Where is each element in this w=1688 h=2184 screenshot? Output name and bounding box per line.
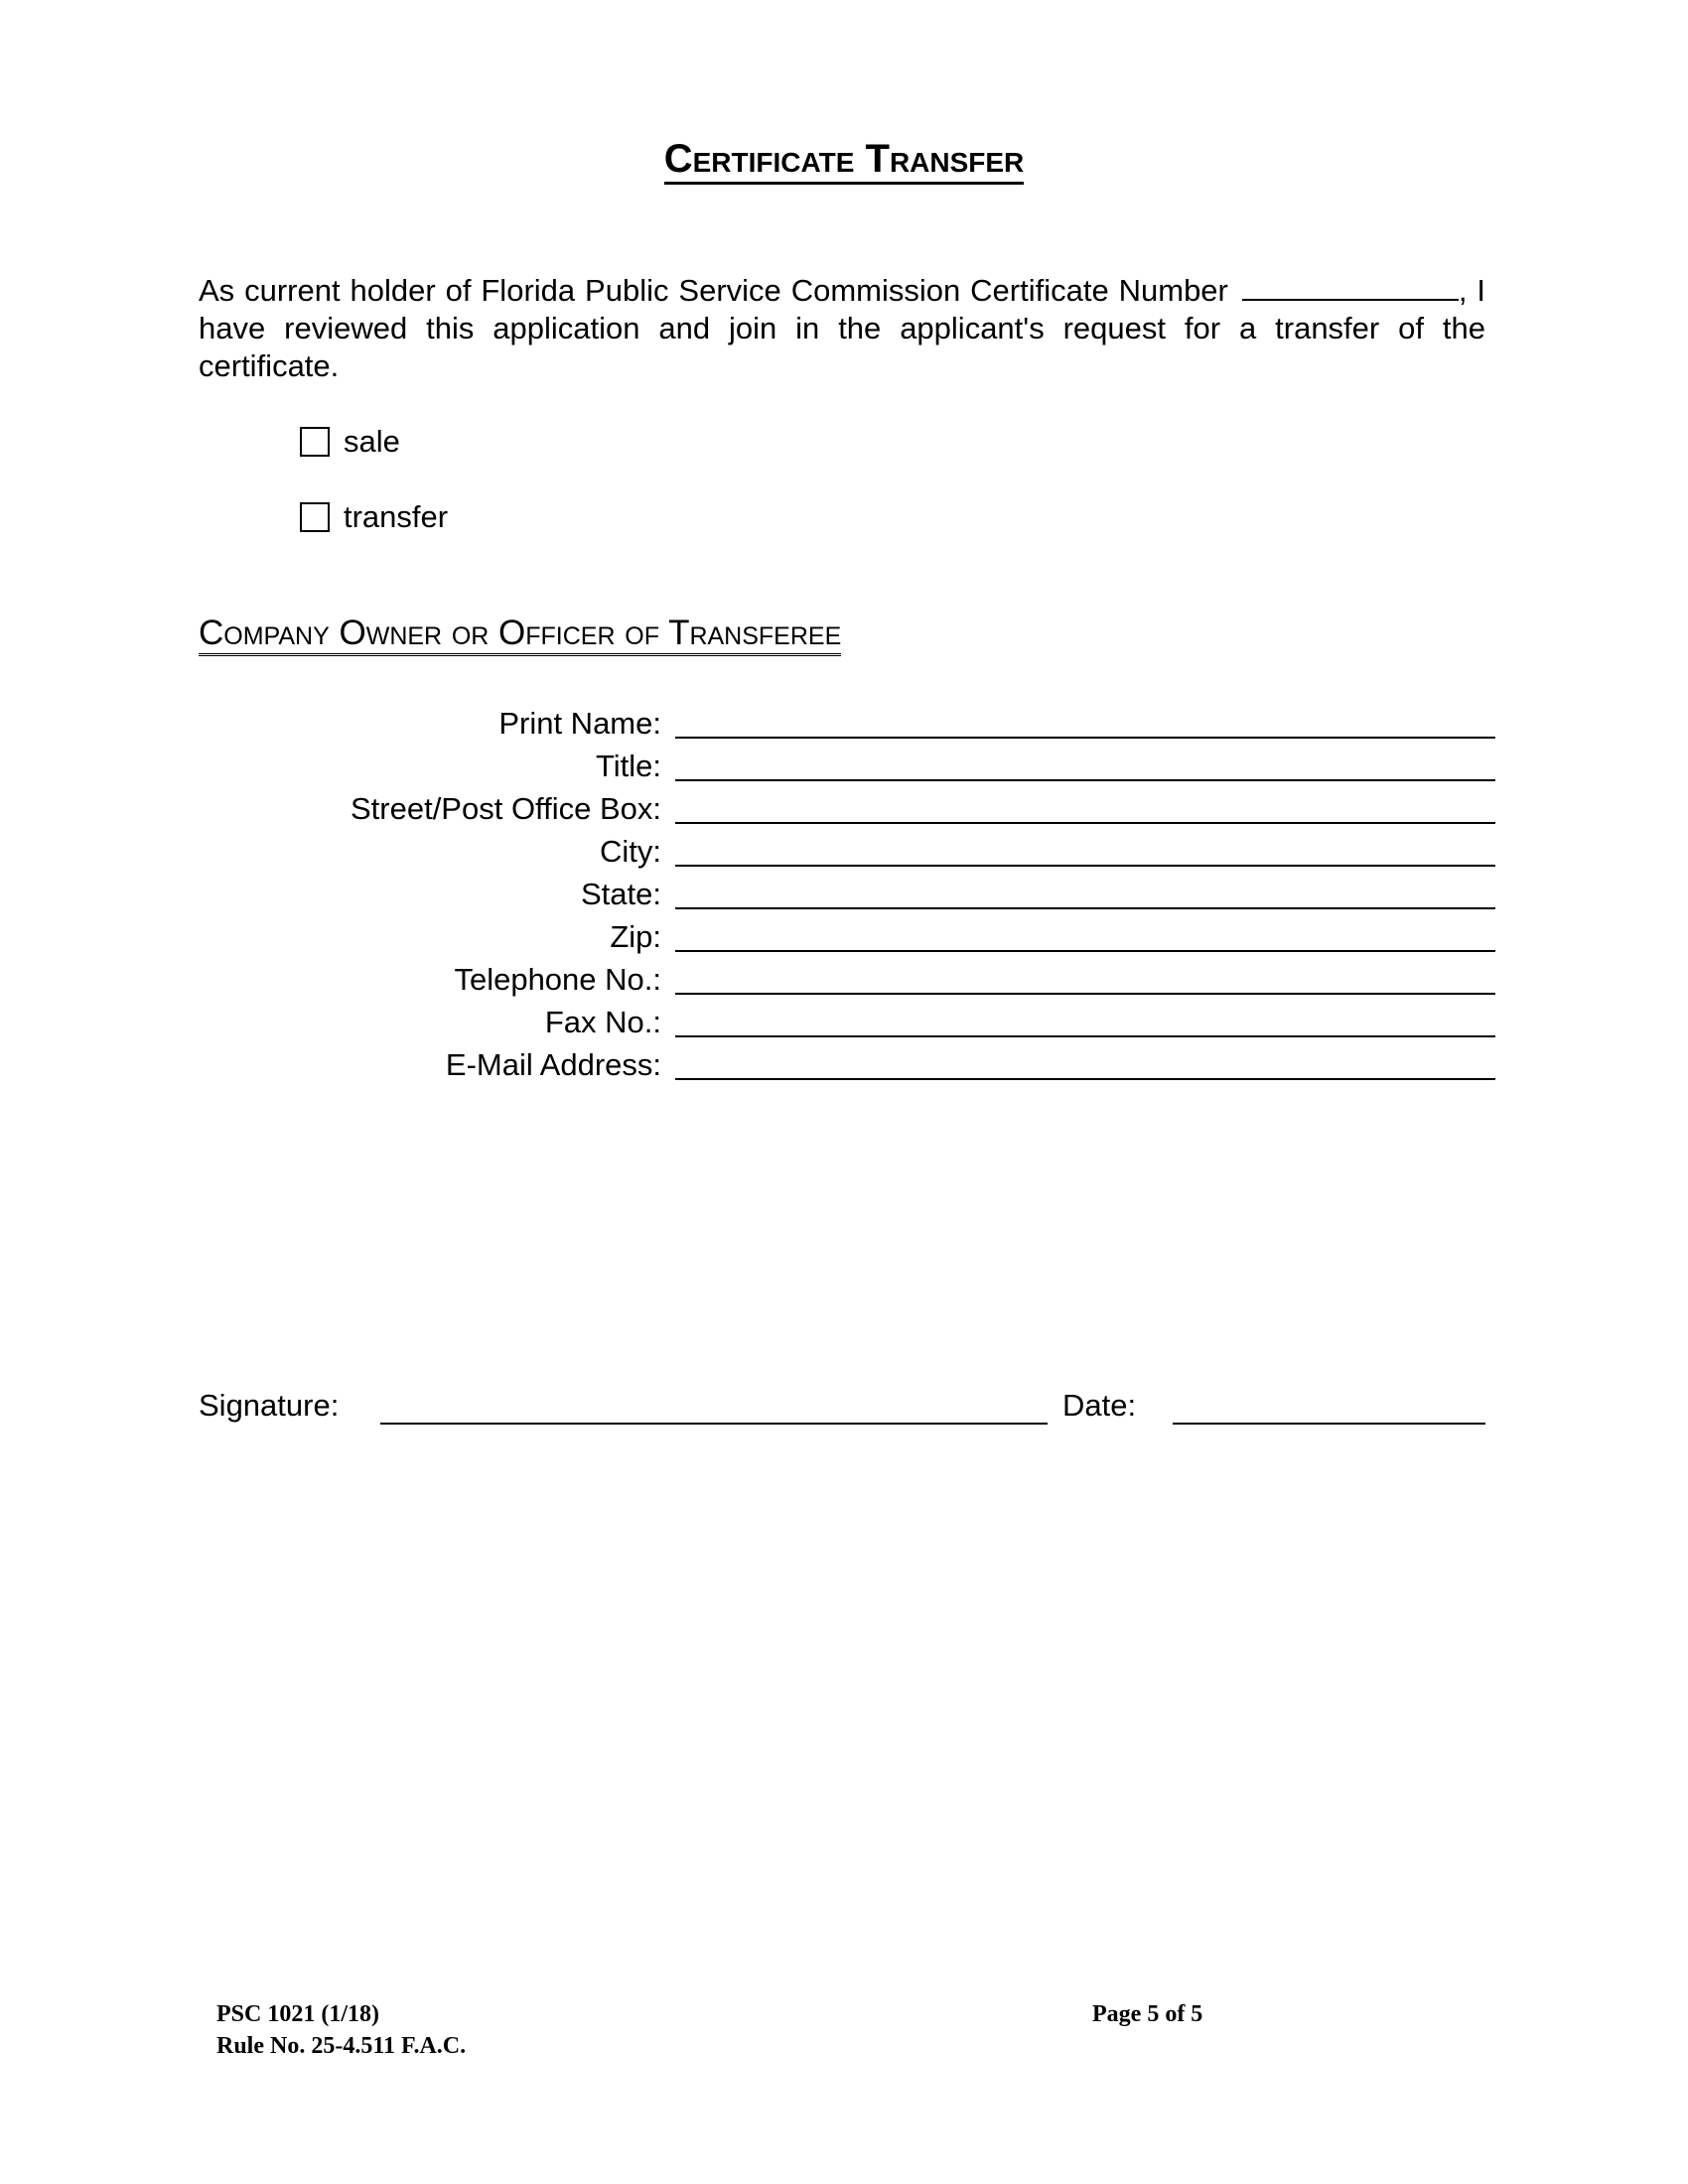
field-label: E-Mail Address: xyxy=(445,1047,661,1082)
field-fax xyxy=(199,1001,1495,1043)
sale-checkbox[interactable] xyxy=(300,427,330,457)
city-input[interactable] xyxy=(675,865,1495,867)
field-label: City: xyxy=(600,834,661,869)
street-input[interactable] xyxy=(675,822,1495,824)
rule-number: Rule No. 25-4.511 F.A.C. xyxy=(216,2033,467,2059)
title-input[interactable] xyxy=(675,779,1495,781)
option-sale[interactable] xyxy=(300,424,400,460)
field-label: Fax No.: xyxy=(544,1005,661,1039)
date-label: Date: xyxy=(1062,1388,1137,1423)
field-label: Telephone No.: xyxy=(454,962,661,997)
transfer-label: transfer xyxy=(344,499,449,534)
field-print-name xyxy=(199,702,1495,745)
form-id: PSC 1021 (1/18) xyxy=(216,2001,379,2027)
print-name-input[interactable] xyxy=(675,737,1495,739)
field-city xyxy=(199,830,1495,873)
footer-right xyxy=(1092,1998,1202,2030)
page-number: Page 5 of 5 xyxy=(1092,2001,1203,2027)
field-label: Print Name: xyxy=(498,706,661,741)
section-heading: Company Owner or Officer of Transferee xyxy=(199,614,841,653)
field-label: Street/Post Office Box: xyxy=(350,791,661,826)
signature-label: Signature: xyxy=(199,1388,340,1423)
intro-paragraph xyxy=(199,272,1485,385)
intro-text-part1: As current holder of Florida Public Service Commission Certificate Number xyxy=(199,273,1228,308)
zip-input[interactable] xyxy=(675,950,1495,952)
state-input[interactable] xyxy=(675,907,1495,909)
field-zip xyxy=(199,915,1495,958)
document-title: Certificate Transfer xyxy=(0,137,1688,182)
field-label: Title: xyxy=(595,749,661,783)
footer-left xyxy=(216,1998,466,2062)
certificate-number-field[interactable] xyxy=(1242,273,1459,301)
intro-comma: , xyxy=(1458,273,1468,308)
email-input[interactable] xyxy=(675,1078,1495,1080)
field-label: Zip: xyxy=(610,919,661,954)
field-street xyxy=(199,787,1495,830)
field-email xyxy=(199,1043,1495,1086)
date-field[interactable] xyxy=(1173,1423,1485,1425)
sale-label: sale xyxy=(344,424,400,459)
fax-input[interactable] xyxy=(675,1035,1495,1037)
field-state xyxy=(199,873,1495,915)
telephone-input[interactable] xyxy=(675,993,1495,995)
intro-text-part2: I have reviewed this application and join in the applicant's request for a transfer of the certificate. xyxy=(199,273,1486,383)
field-telephone xyxy=(199,958,1495,1001)
option-transfer[interactable] xyxy=(300,499,448,535)
transfer-checkbox[interactable] xyxy=(300,502,330,532)
field-label: State: xyxy=(581,877,661,911)
signature-field[interactable] xyxy=(380,1423,1048,1425)
field-title xyxy=(199,745,1495,787)
